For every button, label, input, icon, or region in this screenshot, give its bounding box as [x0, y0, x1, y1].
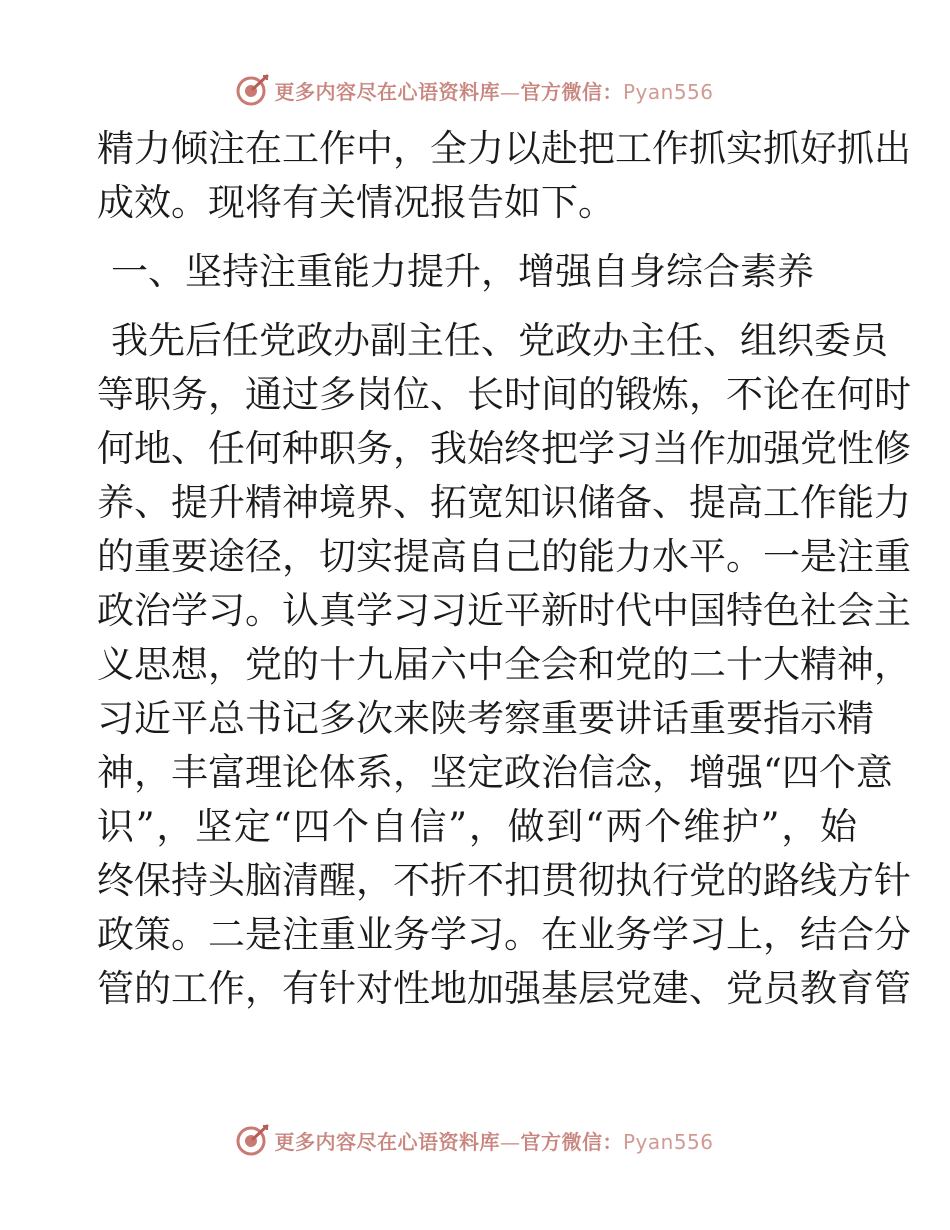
body-line-13: 识”，坚定“四个自信”，做到“两个维护”，始	[97, 805, 857, 848]
watermark-text	[274, 1126, 713, 1155]
brand-logo-icon	[236, 73, 270, 107]
body-line-15: 政策。二是注重业务学习。在业务学习上，结合分	[97, 913, 911, 956]
top-watermark-banner	[0, 70, 950, 110]
body-line-16: 管的工作，有针对性地加强基层党建、党员教育管	[97, 967, 911, 1010]
body-line-2: 成效。现将有关情况报告如下。	[97, 181, 615, 224]
watermark-contact-label: 官方微信：	[520, 79, 623, 104]
watermark-separator: —	[499, 79, 521, 104]
watermark-text	[274, 76, 713, 105]
bottom-watermark-banner	[0, 1120, 950, 1160]
body-line-10: 义思想，党的十九届六中全会和党的二十大精神，	[97, 643, 911, 686]
body-line-14: 终保持头脑清醒，不折不扣贯彻执行党的路线方针	[97, 859, 911, 902]
document-body	[97, 122, 911, 1016]
body-line-4: 我先后任党政办副主任、党政办主任、组织委员	[111, 319, 888, 362]
body-line-6: 何地、任何种职务，我始终把学习当作加强党性修	[97, 427, 911, 470]
watermark-separator: —	[499, 1129, 521, 1154]
watermark-contact-label: 官方微信：	[520, 1129, 623, 1154]
body-line-11: 习近平总书记多次来陕考察重要讲话重要指示精	[97, 697, 874, 740]
body-line-5: 等职务，通过多岗位、长时间的锻炼，不论在何时	[97, 373, 911, 416]
body-line-9: 政治学习。认真学习习近平新时代中国特色社会主	[97, 589, 911, 632]
body-line-1: 精力倾注在工作中，全力以赴把工作抓实抓好抓出	[97, 127, 911, 170]
body-line-8: 的重要途径，切实提高自己的能力水平。一是注重	[97, 535, 911, 578]
body-line-12: 神，丰富理论体系，坚定政治信念，增强“四个意	[97, 751, 893, 794]
watermark-site-text: 更多内容尽在心语资料库	[274, 79, 500, 104]
watermark-contact-id: Pyan556	[622, 1129, 714, 1154]
watermark-contact-id: Pyan556	[622, 79, 714, 104]
watermark-site-text: 更多内容尽在心语资料库	[274, 1129, 500, 1154]
body-line-7: 养、提升精神境界、拓宽知识储备、提高工作能力	[97, 481, 911, 524]
brand-logo-icon	[236, 1123, 270, 1157]
section-heading: 一、坚持注重能力提升，增强自身综合素养	[111, 250, 814, 293]
